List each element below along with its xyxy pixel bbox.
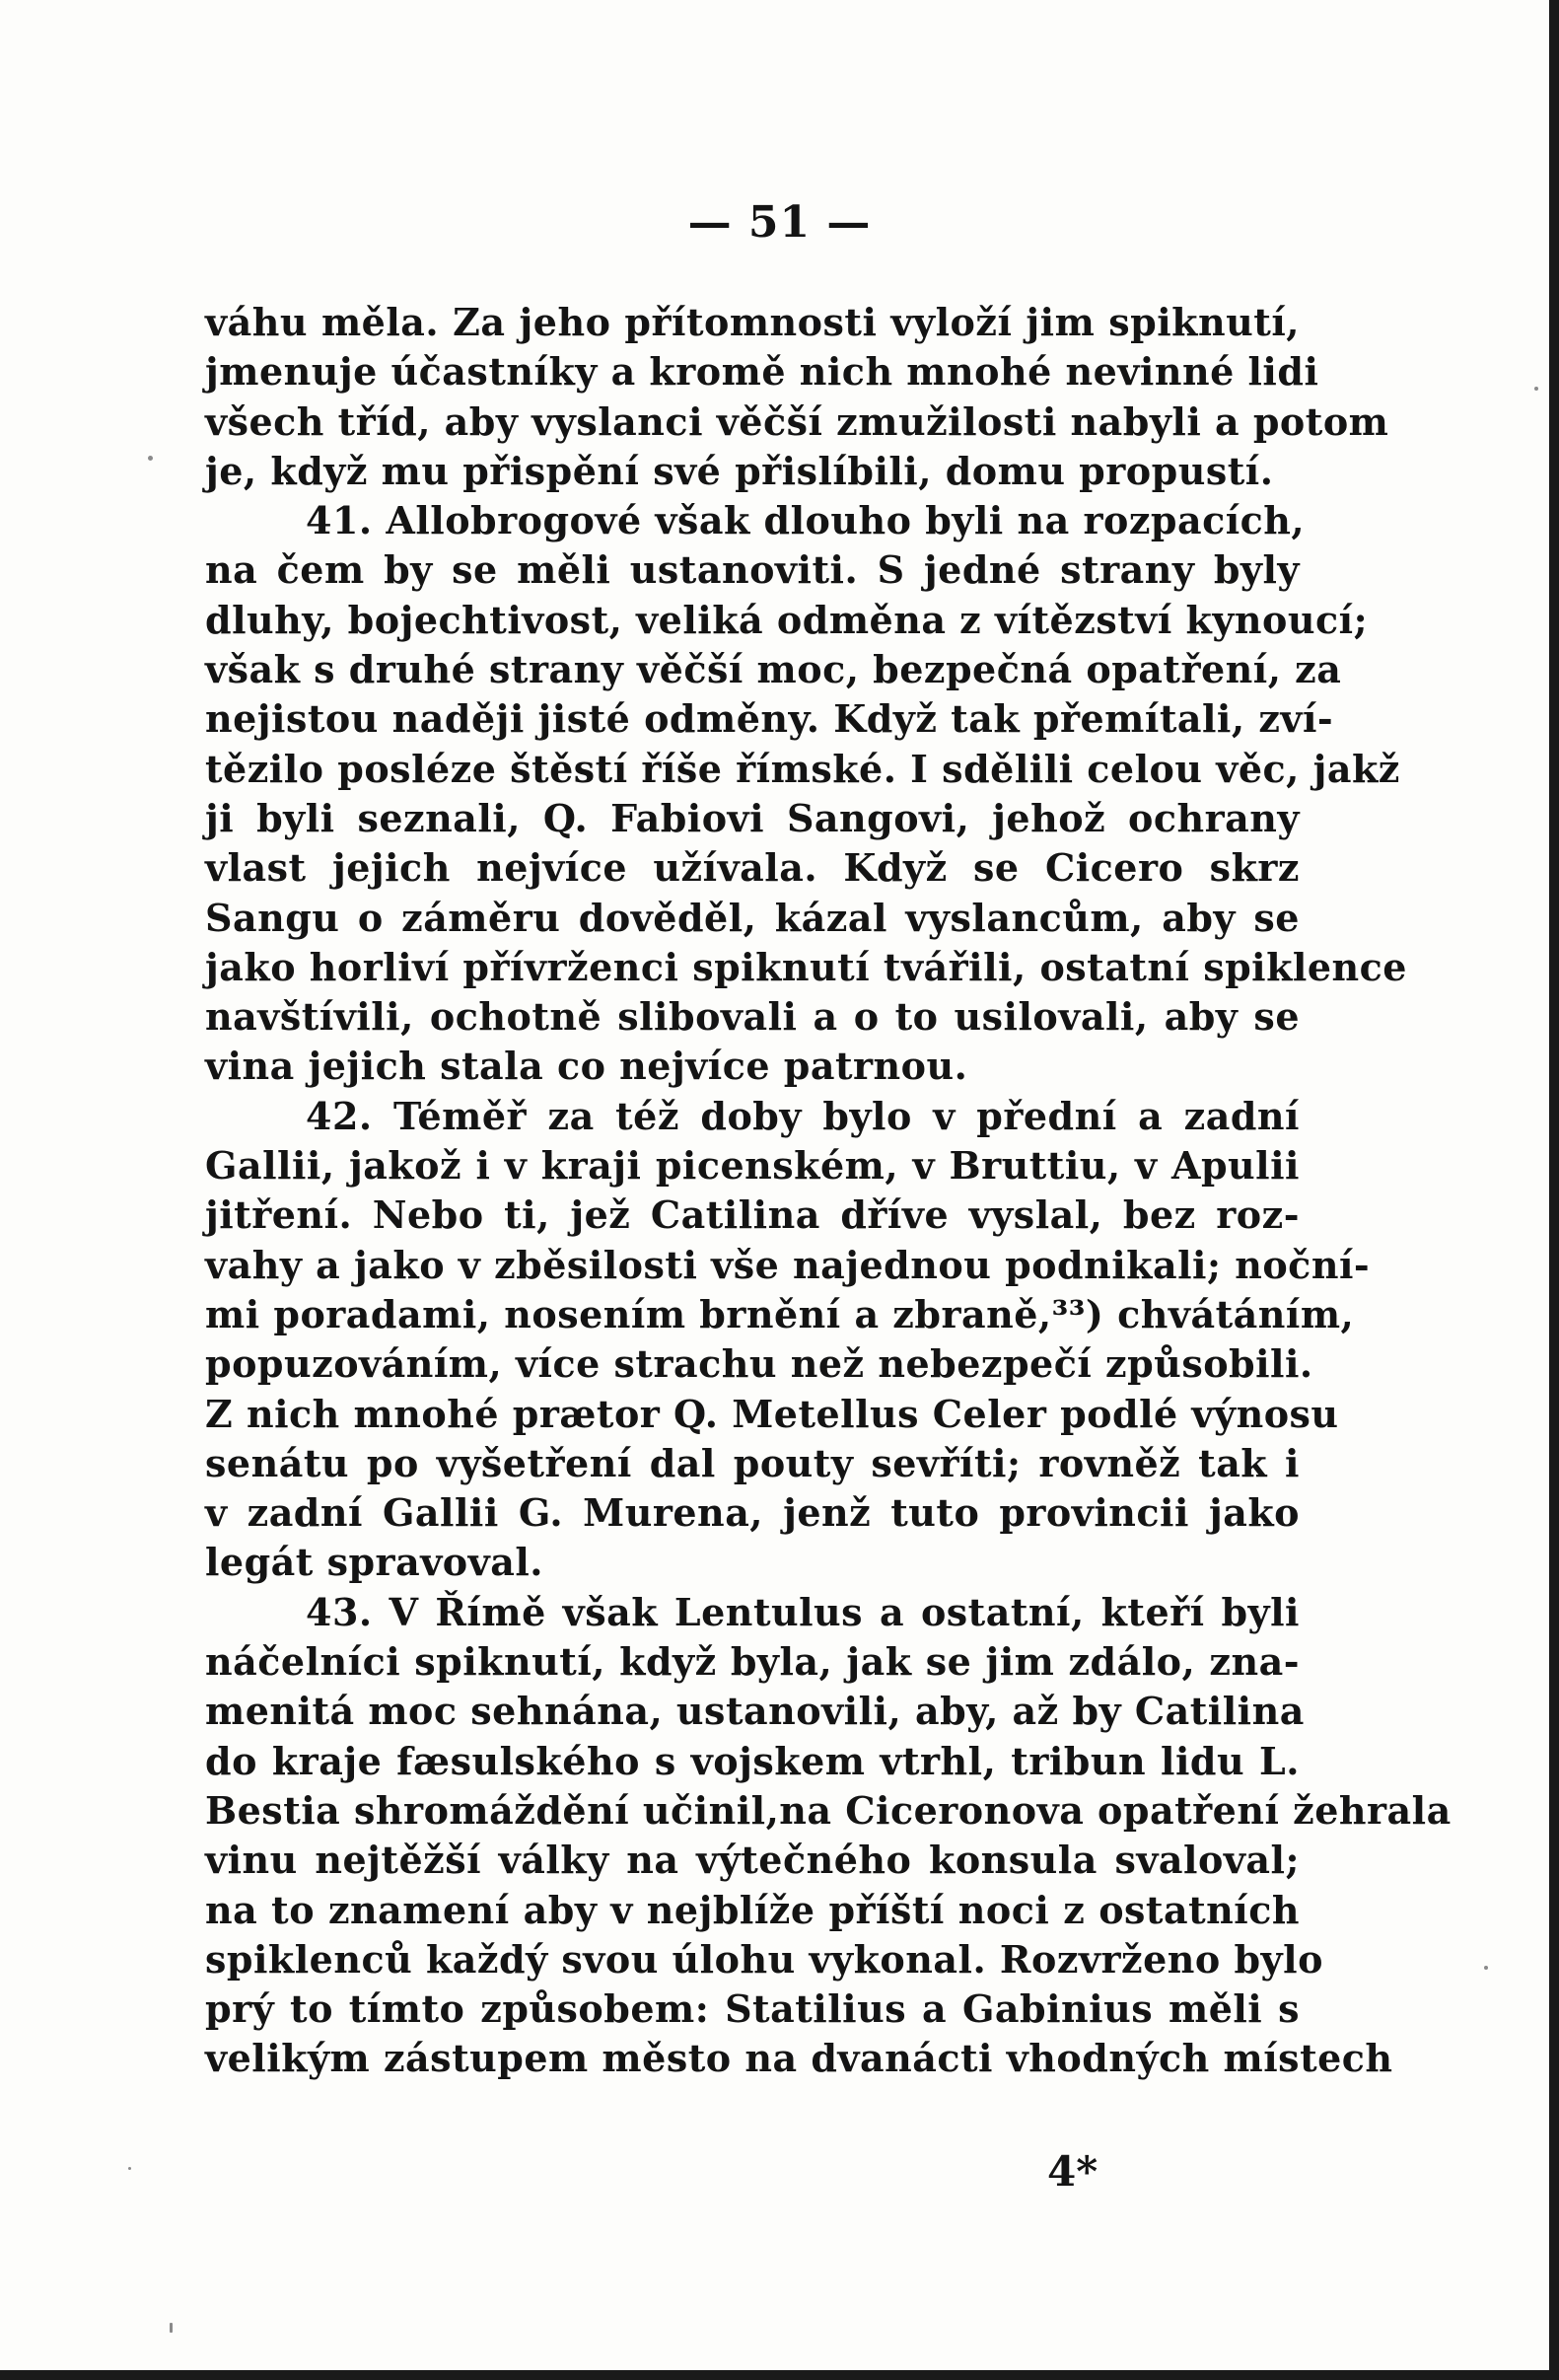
text-line: velikým zástupem město na dvanácti vhodných místech [205, 2036, 1393, 2081]
text-line: do kraje fæsulského s vojskem vtrhl, tribun lidu L. [205, 1738, 1300, 1783]
printer-signature-mark: 4* [1047, 2147, 1098, 2196]
text-line: na čem by se měli ustanoviti. S jedné strany byly [205, 547, 1300, 593]
text-line: náčelníci spiknutí, když byla, jak se jim zdálo, zna- [205, 1639, 1300, 1685]
text-line: vahy a jako v zběsilosti vše najednou podnikali; noční- [205, 1242, 1371, 1287]
text-line: prý to tímto způsobem: Statilius a Gabinius měli s [205, 1986, 1300, 2032]
text-line: navštívili, ochotně slibovali a o to usilovali, aby se [205, 994, 1300, 1040]
paragraph-43-start: 43. V Římě však Lentulus a ostatní, kteří byli [306, 1589, 1300, 1634]
text-line: váhu měla. Za jeho přítomnosti vyloží jim spiknutí, [205, 300, 1300, 344]
text-line: Bestia shromáždění učinil,na Ciceronova opatření žehrala [205, 1787, 1452, 1833]
text-line: jako horliví přívrženci spiknutí tvářili, ostatní spiklence [205, 944, 1407, 989]
text-line: všech tříd, aby vyslanci věčší zmužilosti nabyli a potom [205, 398, 1389, 444]
text-line: jmenuje účastníky a kromě nich mnohé nevinné lidi [205, 349, 1319, 395]
text-line: menitá moc sehnána, ustanovili, aby, až by Catilina [205, 1689, 1305, 1734]
text-line: vlast jejich nejvíce užívala. Když se Cicero skrz [205, 845, 1300, 891]
text-line: vina jejich stala co nejvíce patrnou. [205, 1044, 968, 1089]
scan-speck [170, 2323, 173, 2333]
scan-speck [1534, 387, 1538, 391]
paragraph-41-start: 41. Allobrogové však dlouho byli na rozpacích, [306, 498, 1306, 543]
text-line: popuzováním, více strachu než nebezpečí způsobili. [205, 1341, 1313, 1387]
body-text [205, 298, 1452, 2084]
text-line: dluhy, bojechtivost, veliká odměna z vítězství kynoucí; [205, 597, 1369, 642]
scan-speck [128, 2167, 131, 2170]
text-line: Sangu o záměru dověděl, kázal vyslancům, aby se [205, 895, 1300, 940]
text-line: Z nich mnohé prætor Q. Metellus Celer podlé výnosu [205, 1391, 1339, 1436]
text-line: vinu nejtěžší války na výtečného konsula svaloval; [205, 1838, 1300, 1883]
text-line: je, když mu přispění své přislíbili, domu propustí. [205, 448, 1274, 493]
page-number: — 51 — [687, 197, 872, 248]
text-line: spiklenců každý svou úlohu vykonal. Rozvrženo bylo [205, 1936, 1323, 1982]
text-line: mi poradami, nosením brnění a zbraně,³³) chvátáním, [205, 1291, 1355, 1336]
text-line: nejistou naději jisté odměny. Když tak přemítali, zví- [205, 696, 1334, 742]
text-line: na to znamení aby v nejblíže příští noci z ostatních [205, 1887, 1300, 1932]
text-line: v zadní Gallii G. Murena, jenž tuto provincii jako [205, 1490, 1300, 1536]
paragraph-42-start: 42. Téměř za též doby bylo v přední a zadní [306, 1093, 1300, 1138]
text-line: ji byli seznali, Q. Fabiovi Sangovi, jehož ochrany [205, 795, 1300, 840]
text-line: jitření. Nebo ti, jež Catilina dříve vyslal, bez roz- [205, 1192, 1300, 1238]
text-line: senátu po vyšetření dal pouty sevříti; rovněž tak i [205, 1440, 1300, 1485]
text-line: legát spravoval. [205, 1540, 543, 1585]
text-line: Gallii, jakož i v kraji picenském, v Bruttiu, v Apulii [205, 1143, 1300, 1189]
scan-speck [1484, 1966, 1488, 1970]
text-line: tězilo posléze štěstí říše římské. I sdělili celou věc, jakž [205, 746, 1400, 791]
text-line: však s druhé strany věčší moc, bezpečná opatření, za [205, 647, 1342, 692]
scan-speck [148, 456, 153, 461]
